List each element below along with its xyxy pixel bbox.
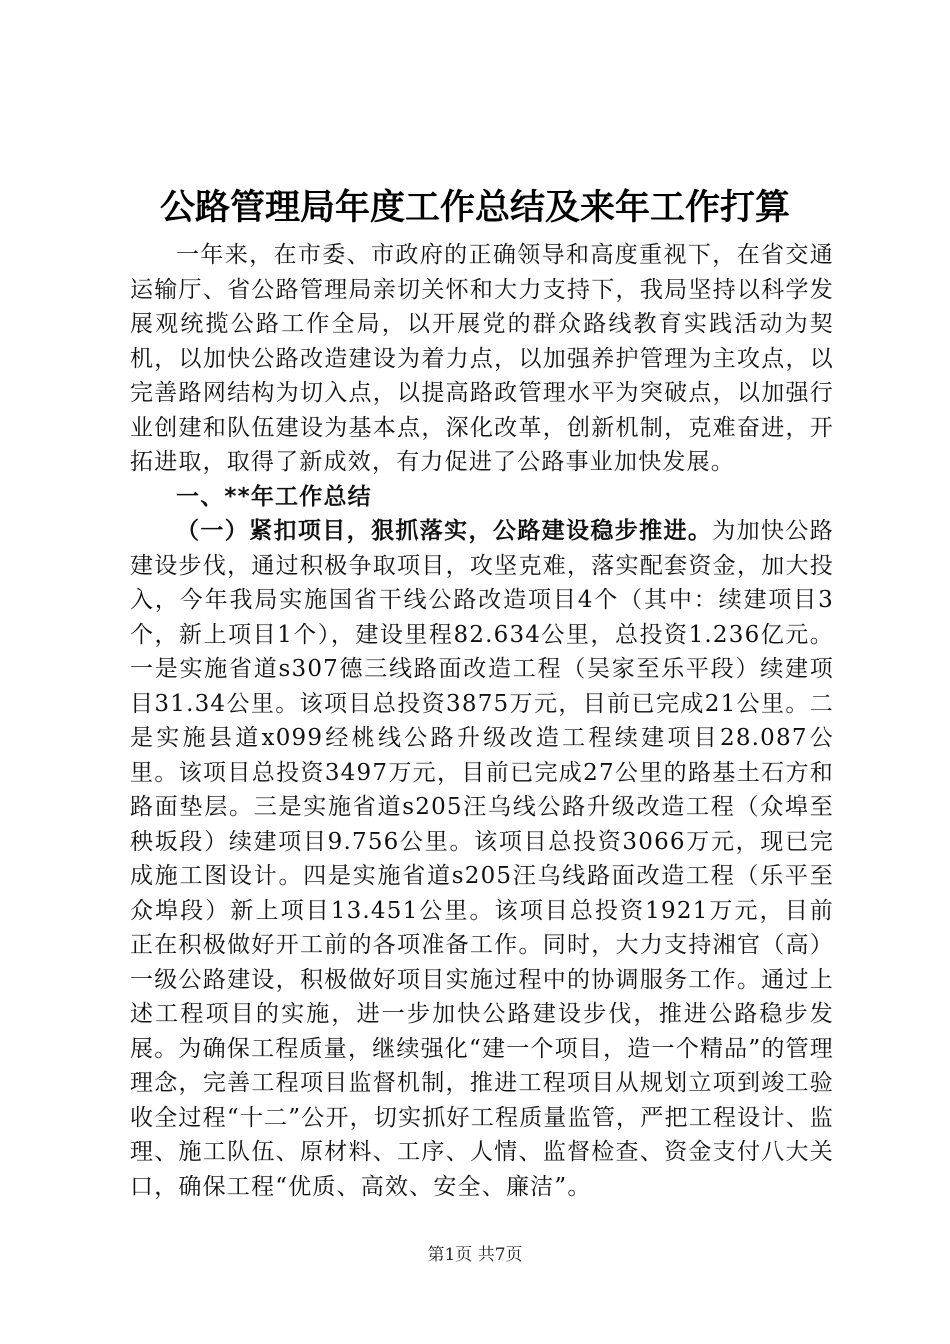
intro-paragraph: 一年来，在市委、市政府的正确领导和高度重视下，在省交通运输厅、省公路管理局亲切关怀和大力支持下，我局坚持以科学发展观统揽公路工作全局，以开展党的群众路线教育实践活动为契机，以加快公路改造建设为着力点，以加强养护管理为主攻点，以完善路网结构为切入点，以提高路政管理水平为突破点，以加强行业创建和队伍建设为基本点，深化改革，创新机制，克难奋进，开拓进取，取得了新成效，有力促进了公路事业加快发展。: [130, 242, 834, 475]
section-heading: 一、**年工作总结: [176, 483, 372, 510]
page-footer: 第1页 共7页: [427, 1245, 523, 1265]
subsection-paragraph: [130, 514, 834, 1204]
subsection-lead: （一）紧扣项目，狠抓落实，公路建设稳步推进。: [176, 518, 713, 544]
subsection-text: 为加快公路建设步伐，通过积极争取项目，攻坚克难，落实配套资金，加大投入，今年我局实施国省干线公路改造项目4个（其中：续建项目3个，新上项目1个），建设里程82.634公里，总投资1.236亿元。一是实施省道s307德三线路面改造工程（吴家至乐平段）续建项目31.34公里。该项目总投资3875万元，目前已完成21公里。二是实施县道x099经桃线公路升级改造工程续建项目28.087公里。该项目总投资3497万元，目前已完成27公里的路基土石方和路面垫层。三是实施省道s205汪乌线公路升级改造工程（众埠至秧坂段）续建项目9.756公里。该项目总投资3066万元，现已完成施工图设计。四是实施省道s205汪乌线路面改造工程（乐平至众埠段）新上项目13.451公里。该项目总投资1921万元，目前正在积极做好开工前的各项准备工作。同时，大力支持湘官（高）一级公路建设，积极做好项目实施过程中的协调服务工作。通过上述工程项目的实施，进一步加快公路建设步伐，推进公路稳步发展。为确保工程质量，继续强化“建一个项目，造一个精品”的管理理念，完善工程项目监督机制，推进工程项目从规划立项到竣工验收全过程“十二”公开，切实抓好工程质量监管，严把工程设计、监理、施工队伍、原材料、工序、人情、监督检查、资金支付八大关口，确保工程“优质、高效、安全、廉洁”。: [130, 518, 835, 1200]
document-title: 公路管理局年度工作总结及来年工作打算: [159, 188, 790, 228]
document-body: [130, 238, 834, 1204]
